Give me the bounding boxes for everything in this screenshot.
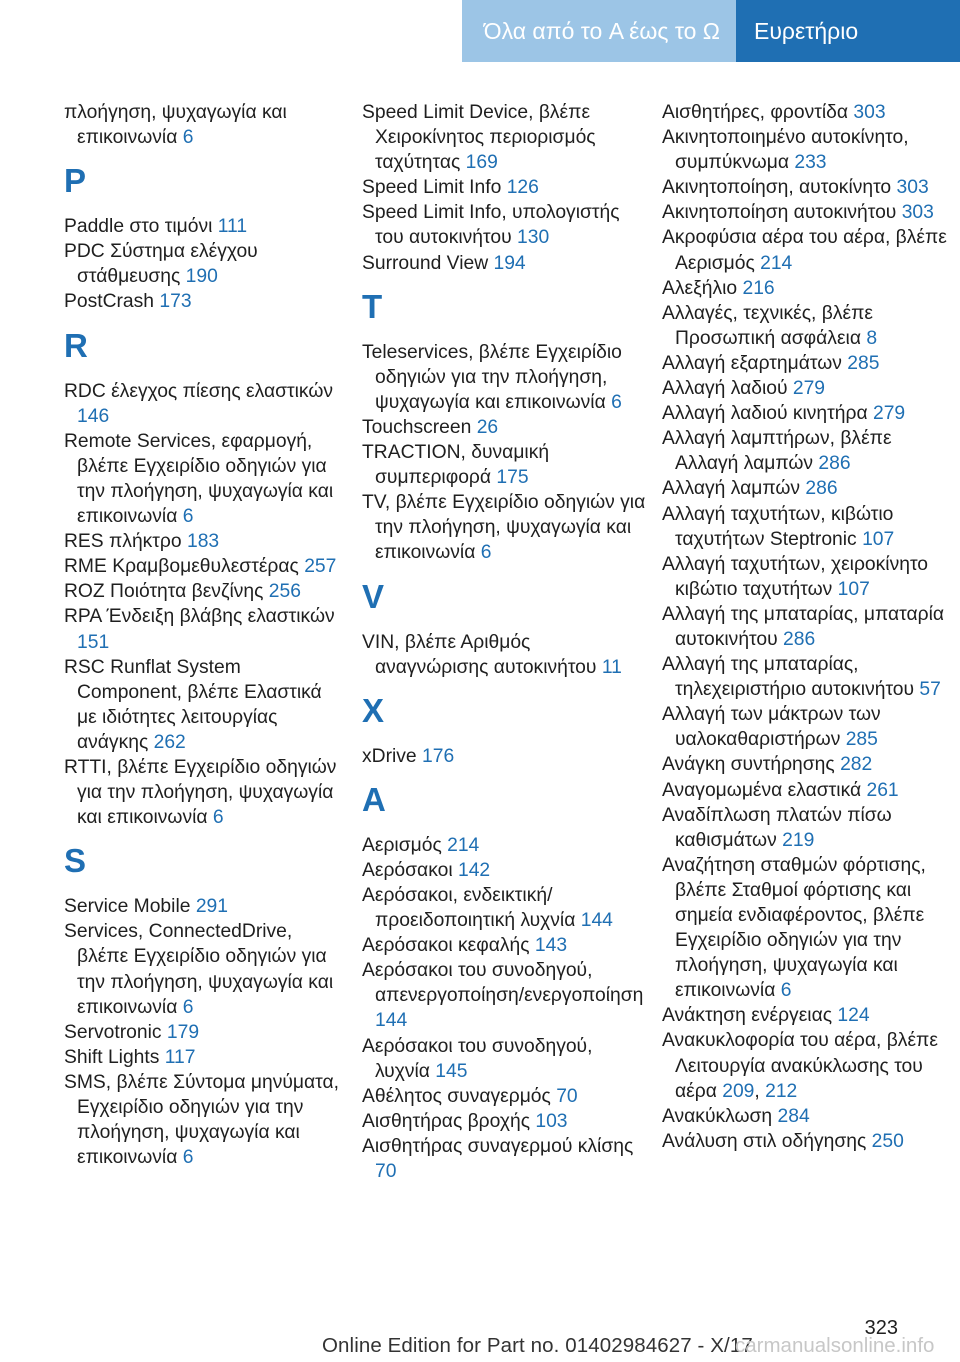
index-term: Ακροφύσια αέρα του αέρα, βλέπε Αερισμός (662, 227, 947, 274)
index-entry (362, 175, 647, 200)
index-term: Αλλαγή ταχυτήτων, χειροκίνητο κιβώτιο ταχυτήτων (662, 553, 929, 600)
page-link[interactable]: 286 (818, 453, 851, 475)
index-term: TV, βλέπε Εγχειρίδιο οδηγιών για την πλοήγηση, ψυχαγωγία και επικοινωνία (362, 492, 646, 564)
index-term: Αλλαγή λαδιού κινητήρα (662, 403, 868, 425)
index-entry (64, 239, 344, 289)
section-tab[interactable]: Όλα από το A έως το Ω (462, 0, 736, 62)
page-link[interactable]: 169 (465, 152, 498, 174)
index-entry (662, 803, 952, 853)
page-link[interactable]: 144 (580, 910, 613, 932)
page-link[interactable]: 214 (447, 834, 480, 856)
index-term: Paddle στο τιμόνι (64, 216, 213, 238)
page-link[interactable]: 6 (182, 996, 194, 1018)
index-entry (662, 853, 952, 1004)
index-term: Ακινητοποιημένο αυτοκίνητο, συμπύκνωμα (662, 127, 909, 174)
page-link[interactable]: 70 (375, 1161, 397, 1182)
index-entry (662, 276, 952, 301)
page-link[interactable]: 257 (304, 556, 337, 578)
index-letter-heading: A (362, 780, 386, 818)
index-entry (362, 833, 647, 858)
index-entry: Ανακυκλοφορία του αέρα, βλέπε Λειτουργία ανακύκλωσης του αέρα 209, 212 (662, 1030, 938, 1102)
index-entry (362, 440, 647, 490)
index-entry (362, 1134, 647, 1184)
page-link[interactable]: 303 (896, 177, 929, 199)
index-term: Αλλαγή λαδιού (662, 378, 788, 400)
index-term: Servotronic (64, 1021, 162, 1043)
index-entry (64, 379, 344, 429)
index-term: Αισθητήρες, φροντίδα (662, 102, 849, 123)
index-entry (662, 702, 952, 752)
index-term: Αλλαγή της μπαταρίας, μπαταρία αυτοκινήτου (662, 603, 945, 650)
index-term: RME Κραμβομεθυλεστέρας (64, 556, 299, 578)
index-entry (64, 1070, 344, 1170)
index-term: Speed Limit Info, υπολογιστής του αυτοκινήτου (362, 202, 620, 249)
page-link[interactable]: 107 (837, 578, 870, 600)
index-entry (64, 1045, 344, 1070)
index-term: Ανακυκλοφορία του αέρα, βλέπε Λειτουργία ανακύκλωσης του αέρα (662, 1030, 938, 1102)
index-entry (362, 883, 647, 933)
index-term: RSC Runflat System Component, βλέπε Ελαστικά με ιδιότητες λειτουργίας ανάγκης (64, 656, 322, 753)
page-link[interactable]: 57 (919, 679, 941, 701)
page-link[interactable]: 103 (535, 1110, 568, 1132)
index-entry (64, 100, 344, 150)
page-link[interactable]: 70 (556, 1085, 578, 1107)
index-letter-heading: R (64, 326, 88, 364)
page-link[interactable]: 173 (159, 291, 192, 313)
index-entry (64, 1020, 344, 1045)
index-letter-heading: T (362, 287, 383, 325)
page-link[interactable]: 279 (792, 378, 826, 400)
page-link[interactable]: 214 (760, 252, 793, 274)
index-term: Αναζήτηση σταθμών φόρτισης, βλέπε Σταθμοί φόρτισης και σημεία ενδιαφέροντος, βλέπε Εγχειρίδιο οδηγιών για την πλοήγηση, ψυχαγωγία και επικοινωνία (662, 854, 926, 1002)
page-link[interactable]: 282 (840, 754, 873, 776)
page-link[interactable]: 303 (901, 202, 934, 224)
index-entry (362, 251, 647, 276)
index-term: ROZ Ποιότητα βενζίνης (64, 581, 264, 603)
index-entry (362, 858, 647, 883)
index-term: Ακινητοποίηση αυτοκινήτου (662, 202, 897, 224)
index-term: Αλλαγή της μπαταρίας, τηλεχειριστήριο αυτοκινήτου (662, 654, 915, 701)
index-term: VIN, βλέπε Αριθμός αναγνώρισης αυτοκινήτου (362, 631, 597, 678)
index-entry (362, 933, 647, 958)
index-entry (64, 755, 344, 830)
index-column-1 (64, 100, 344, 1170)
page-link[interactable]: 212 (765, 1080, 798, 1102)
index-entry (662, 125, 952, 175)
page-link[interactable]: 8 (866, 327, 878, 349)
index-entry (362, 200, 647, 250)
page-link[interactable]: 286 (783, 628, 816, 650)
index-entry (662, 351, 952, 376)
index-entry (64, 655, 344, 755)
page-link[interactable]: 262 (153, 731, 186, 753)
index-term: Αερισμός (362, 834, 442, 856)
index-entry (362, 340, 647, 415)
index-entry (64, 529, 344, 554)
index-term: PDC Σύστημα ελέγχου στάθμευσης (64, 241, 258, 288)
index-term: Αλλαγή λαμπών (662, 478, 801, 500)
page-link[interactable]: 285 (845, 729, 878, 751)
index-term: TRACTION, δυναμική συμπεριφορά (362, 442, 550, 489)
page-link[interactable]: 209 (722, 1080, 755, 1102)
index-entry (662, 1104, 952, 1129)
page-link[interactable]: 145 (435, 1060, 468, 1082)
index-term: Αισθητήρας βροχής (362, 1110, 530, 1132)
index-term: Ακινητοποίηση, αυτοκίνητο (662, 177, 892, 199)
index-entry (362, 744, 647, 769)
index-entry (64, 894, 344, 919)
page-link[interactable]: 179 (166, 1021, 200, 1043)
index-term: Ανάγκη συντήρησης (662, 754, 835, 776)
index-entry (362, 630, 647, 680)
page-link[interactable]: 146 (77, 405, 110, 427)
index-term: Αλλαγή των μάκτρων των υαλοκαθαριστήρων (662, 704, 881, 751)
page-link[interactable]: 26 (476, 416, 499, 438)
index-entry (662, 602, 952, 652)
page-link[interactable]: 130 (517, 227, 550, 249)
index-entry (662, 1003, 952, 1028)
index-term: Service Mobile (64, 896, 191, 918)
index-term: Speed Limit Info (362, 177, 502, 199)
index-entry (662, 778, 952, 803)
page-link[interactable]: 261 (866, 779, 899, 801)
index-entry (64, 429, 344, 529)
index-entry (64, 554, 344, 579)
page-link[interactable]: 303 (853, 102, 886, 123)
index-term: xDrive (362, 745, 417, 767)
index-entry (662, 652, 952, 702)
index-entry (362, 958, 647, 1033)
page-link[interactable]: 6 (611, 391, 622, 413)
index-entry (64, 579, 344, 604)
index-entry (64, 214, 344, 239)
index-entry (362, 1034, 647, 1084)
page-link[interactable]: 284 (777, 1105, 810, 1127)
index-term: Αλεξήλιο (662, 277, 738, 299)
page-link[interactable]: 256 (268, 581, 301, 603)
index-entry (362, 1109, 647, 1134)
index-entry (662, 376, 952, 401)
page-link[interactable]: 117 (164, 1046, 196, 1068)
page-link[interactable]: 126 (506, 177, 539, 199)
index-term: Αερόσακοι του συνοδηγού, λυχνία (362, 1035, 593, 1082)
index-entry (662, 100, 952, 125)
index-entry (662, 476, 952, 501)
index-term: Ανάκτηση ενέργειας (662, 1005, 833, 1027)
page-link[interactable]: 6 (182, 1147, 194, 1169)
index-entry (662, 552, 952, 602)
index-term: Ανάλυση στιλ οδήγησης (662, 1130, 867, 1152)
index-letter-heading: S (64, 842, 87, 880)
page-link[interactable]: 285 (847, 352, 880, 374)
index-entry (662, 426, 952, 476)
page-link[interactable]: 250 (871, 1130, 904, 1152)
index-entry (662, 401, 952, 426)
page-link[interactable]: 11 (601, 656, 622, 678)
page-link[interactable]: 176 (422, 745, 455, 767)
index-term: Surround View (362, 252, 489, 274)
page-link[interactable]: 279 (872, 403, 906, 425)
index-term: Αερόσακοι (362, 859, 453, 881)
page-number: 323 (864, 1317, 898, 1339)
page-link[interactable]: 6 (182, 506, 194, 528)
index-letter-heading: P (64, 162, 87, 200)
page-link[interactable]: 233 (794, 152, 827, 174)
index-entry (64, 919, 344, 1019)
index-term: RTTI, βλέπε Εγχειρίδιο οδηγιών για την πλοήγηση, ψυχαγωγία και επικοινωνία (64, 756, 337, 829)
page-link[interactable]: 6 (780, 980, 792, 1002)
index-term: PostCrash (64, 291, 155, 313)
index-entry (662, 301, 952, 351)
index-entry (64, 604, 344, 654)
page-link[interactable]: 6 (480, 542, 492, 564)
page-link[interactable]: 151 (77, 631, 110, 653)
index-term: Αερόσακοι, ενδεικτική/προειδοποιητική λυχνία (362, 884, 576, 932)
page-link[interactable]: 190 (185, 266, 218, 288)
page-link[interactable]: 183 (186, 531, 220, 553)
index-term: Αναγομωμένα ελαστικά (662, 779, 862, 801)
page-link[interactable]: 291 (195, 896, 228, 918)
index-entry (362, 415, 647, 440)
index-term: Shift Lights (64, 1046, 160, 1068)
page-link[interactable]: 286 (805, 478, 838, 500)
index-term: Αναδίπλωση πλατών πίσω καθισμάτων (662, 804, 892, 851)
index-entry (662, 502, 952, 552)
index-term: Αλλαγή ταχυτήτων, κιβώτιο ταχυτήτων Steptronic (662, 503, 894, 550)
index-term: Teleservices, βλέπε Εγχειρίδιο οδηγιών για την πλοήγηση, ψυχαγωγία και επικοινωνία (362, 341, 622, 413)
index-term: SMS, βλέπε Σύντομα μηνύματα, Εγχειρίδιο οδηγιών για την πλοήγηση, ψυχαγωγία και επικοινωνία (64, 1071, 339, 1169)
index-term: RES πλήκτρο (64, 531, 182, 553)
index-term: Αλλαγή λαμπτήρων, βλέπε Αλλαγή λαμπών (662, 428, 892, 475)
index-term: Services, ConnectedDrive, βλέπε Εγχειρίδιο οδηγιών για την πλοήγηση, ψυχαγωγία και επικοινωνία (64, 921, 334, 1018)
index-letter-heading: X (362, 691, 385, 729)
page-link[interactable]: 111 (217, 216, 248, 238)
page-link[interactable]: 124 (837, 1005, 870, 1027)
index-term: Αερόσακοι κεφαλής (362, 935, 530, 957)
page-link[interactable]: 175 (496, 467, 529, 489)
page-link[interactable]: 194 (493, 252, 526, 274)
index-tab[interactable]: Ευρετήριο (736, 0, 960, 62)
index-entry (662, 175, 952, 200)
page-link[interactable]: 142 (457, 859, 491, 881)
index-entry (662, 200, 952, 225)
page-link[interactable]: 6 (182, 127, 194, 149)
index-entry (362, 1084, 647, 1109)
index-entry (362, 100, 647, 175)
index-letter-heading: V (362, 577, 385, 615)
watermark: carmanualsonline.info (735, 1334, 935, 1357)
index-entry (662, 752, 952, 777)
index-term: Touchscreen (362, 416, 472, 438)
index-term: Remote Services, εφαρμογή, βλέπε Εγχειρίδιο οδηγιών για την πλοήγηση, ψυχαγωγία και επικοινωνία (64, 430, 334, 528)
page-link[interactable]: 107 (862, 528, 895, 550)
page-link[interactable]: 143 (534, 935, 568, 957)
index-term: Speed Limit Device, βλέπε Χειροκίνητος περιορισμός ταχύτητας (362, 102, 596, 174)
index-term: Αθέλητος συναγερμός (362, 1085, 551, 1107)
index-term: RPA Ένδειξη βλάβης ελαστικών (64, 606, 335, 628)
index-entry (64, 289, 344, 314)
header-bar (0, 0, 960, 62)
page-link[interactable]: 6 (212, 807, 224, 829)
index-term: Αερόσακοι του συνοδηγού, απενεργοποίηση/ενεργοποίηση (362, 960, 644, 1007)
edition-footer: Online Edition for Part no. 01402984627 - X/17 (322, 1334, 753, 1357)
index-term: Αισθητήρας συναγερμού κλίσης (362, 1135, 634, 1157)
index-term: πλοήγηση, ψυχαγωγία και επικοινωνία (64, 102, 287, 149)
index-column-2 (362, 100, 647, 1184)
page-link[interactable]: 216 (742, 277, 775, 299)
index-entry (362, 490, 647, 565)
index-entry (662, 1129, 952, 1154)
index-term: RDC έλεγχος πίεσης ελαστικών (64, 380, 334, 402)
index-term: Αλλαγή εξαρτημάτων (662, 352, 842, 374)
page-link[interactable]: 144 (375, 1010, 408, 1032)
index-entry (662, 225, 952, 275)
index-term: Αλλαγές, τεχνικές, βλέπε Προσωπική ασφάλεια (662, 302, 873, 349)
index-column-3 (662, 100, 952, 1154)
index-term: Ανακύκλωση (662, 1105, 773, 1127)
page-link[interactable]: 219 (782, 829, 815, 851)
